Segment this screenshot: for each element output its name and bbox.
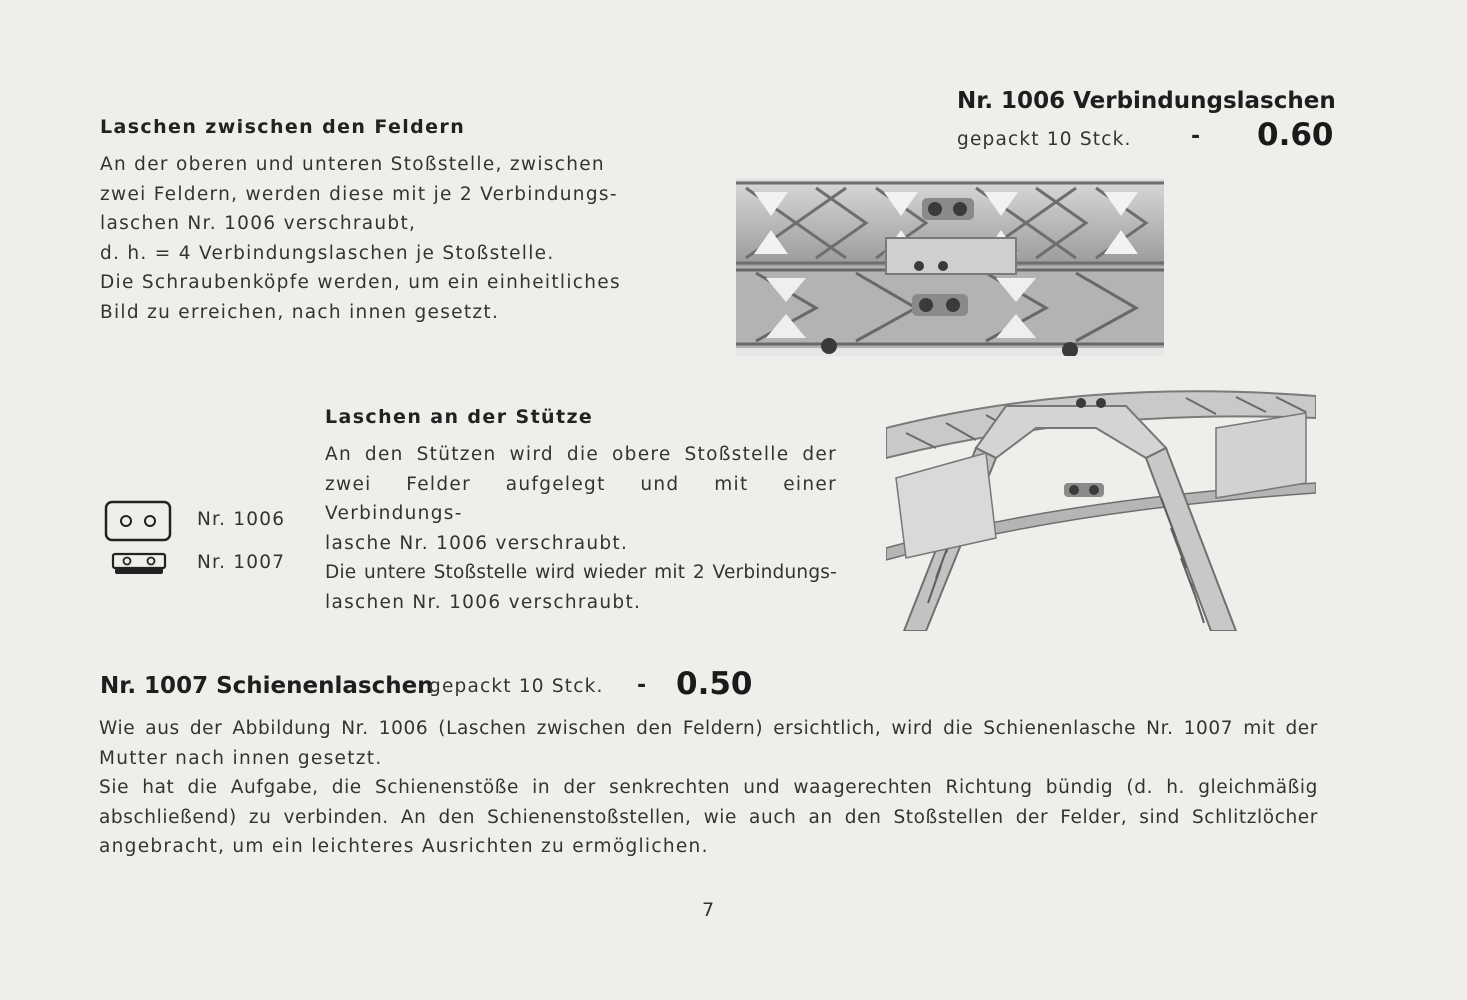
legend-label-1006: Nr. 1006: [197, 509, 286, 530]
text-line: Die Schraubenköpfe werden, um ein einheitliches: [100, 272, 621, 293]
text-line: An den Stützen wird die obere Stoßstelle der: [325, 444, 837, 465]
section-text-fields: [100, 150, 621, 327]
product-pack-1006: gepackt 10 Stck.: [957, 129, 1132, 150]
section-text-rail-connectors: [99, 714, 1318, 862]
text-line: lasche Nr. 1006 verschraubt.: [325, 532, 629, 554]
text-line: laschen Nr. 1006 verschraubt,: [100, 213, 417, 234]
text-line: Mutter nach innen gesetzt.: [99, 747, 383, 769]
text-line: Wie aus der Abbildung Nr. 1006 (Laschen zwischen den Feldern) ersichtlich, wird die Schienenlasche Nr. 1007 mit der: [99, 718, 1318, 739]
rail-connector-1007-icon: [111, 552, 167, 576]
section-heading-fields: Laschen zwischen den Feldern: [100, 116, 466, 138]
text-line: An der oberen und unteren Stoßstelle, zwischen: [100, 154, 605, 175]
page-number: 7: [702, 899, 715, 921]
legend-label-1007: Nr. 1007: [197, 552, 286, 573]
bracket-1006-icon: [104, 500, 172, 542]
product-price-1006: 0.60: [1257, 117, 1334, 153]
text-line: Sie hat die Aufgabe, die Schienenstöße in der senkrechten und waagerechten Richtung bündig (d. h. gleichmäßig: [99, 777, 1318, 798]
price-dash: -: [637, 673, 647, 698]
support-joint-photo: [886, 388, 1316, 631]
section-heading-support: Laschen an der Stütze: [325, 406, 594, 428]
truss-joint-photo: [736, 178, 1164, 356]
text-line: Bild zu erreichen, nach innen gesetzt.: [100, 301, 500, 323]
text-line: angebracht, um ein leichteres Ausrichten zu ermöglichen.: [99, 836, 709, 857]
product-title-1006: Nr. 1006 Verbindungslaschen: [957, 88, 1336, 114]
text-line: d. h. = 4 Verbindungslaschen je Stoßstelle.: [100, 242, 555, 264]
product-price-1007: 0.50: [676, 666, 753, 702]
product-pack-1007: gepackt 10 Stck.: [429, 676, 604, 697]
product-title-1007: Nr. 1007 Schienenlaschen: [100, 673, 434, 699]
text-line: abschließend) zu verbinden. An den Schienenstoßstellen, wie auch an den Stoßstellen der Felder, sind Schlitzlöcher: [99, 806, 1318, 828]
text-line: Die untere Stoßstelle wird wieder mit 2 Verbindungs-: [325, 562, 837, 583]
price-dash: -: [1191, 124, 1201, 149]
section-text-support: [325, 440, 837, 617]
text-line: zwei Felder aufgelegt und mit einer Verbindungs-: [325, 473, 837, 524]
text-line: laschen Nr. 1006 verschraubt.: [325, 591, 642, 613]
text-line: zwei Feldern, werden diese mit je 2 Verbindungs-: [100, 183, 618, 205]
